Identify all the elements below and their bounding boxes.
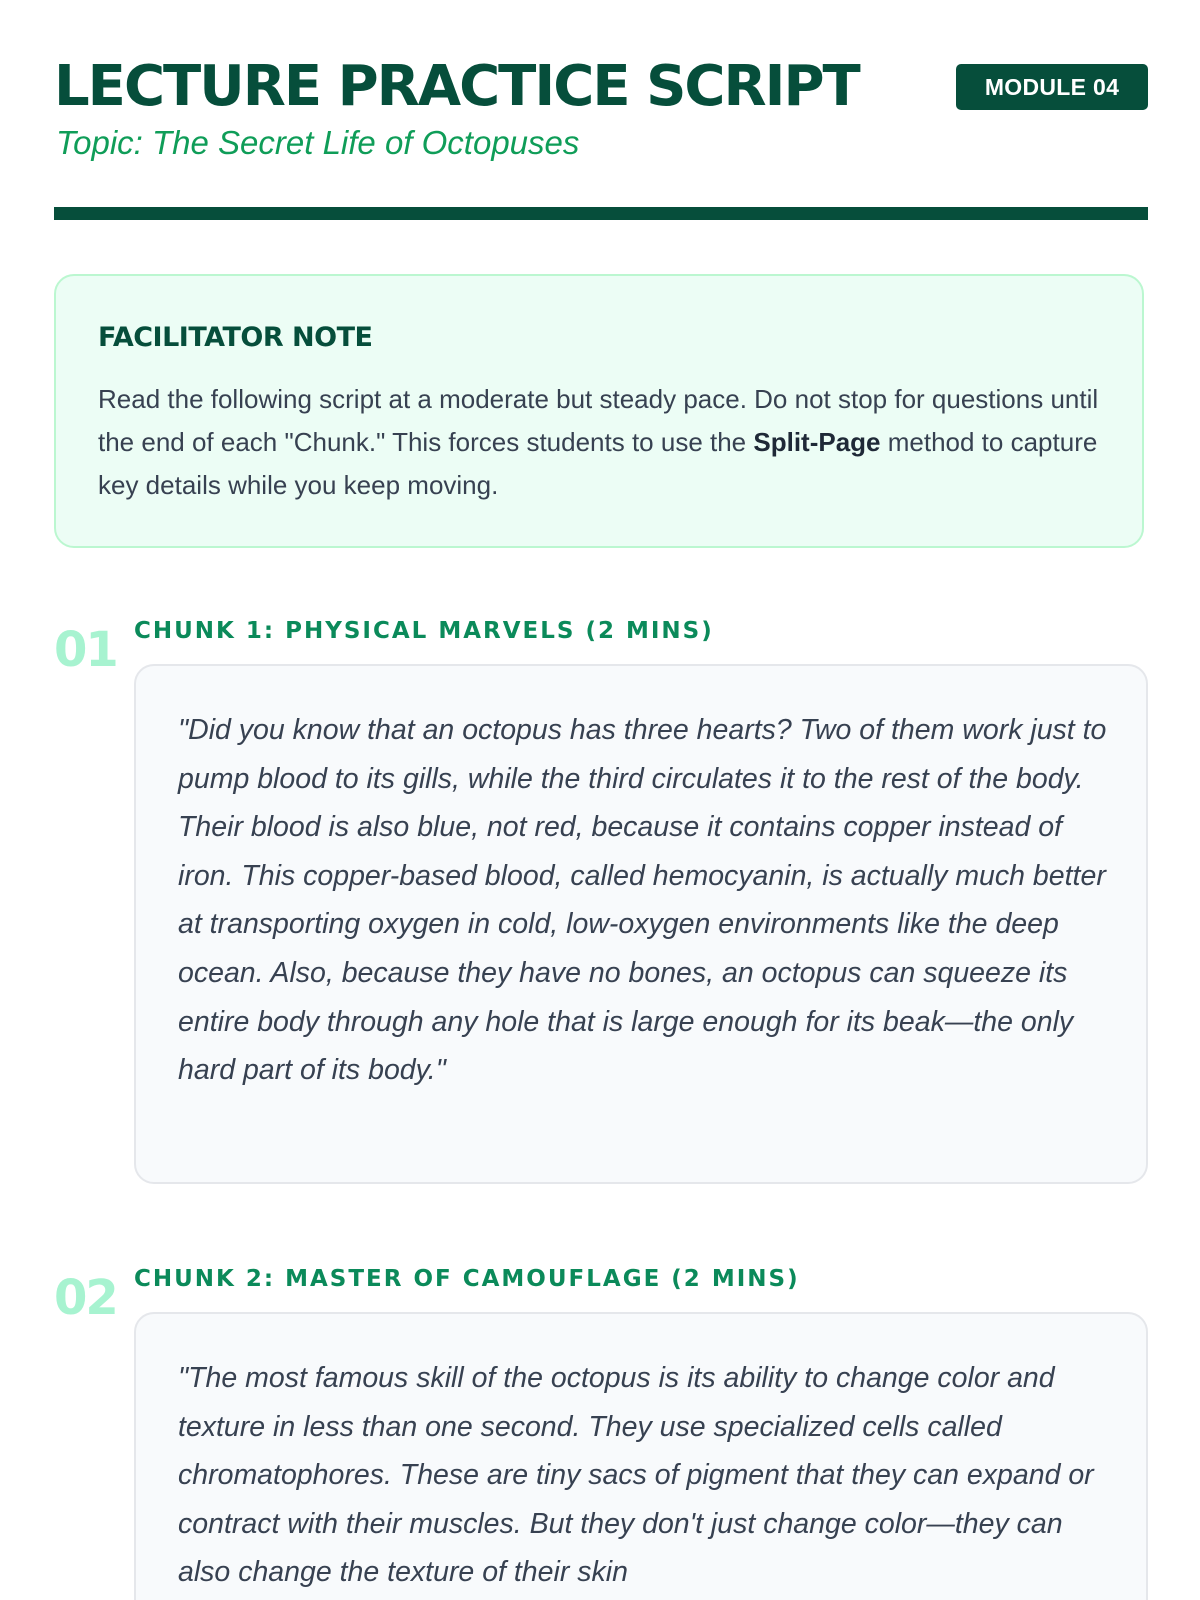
note-text-bold: Split-Page bbox=[753, 427, 881, 457]
chunk-script-text: "The most famous skill of the octopus is its ability to change color and texture in less than one second. They use specialized cells called chromatophores. These are tiny sacs of pigment that they can expand or contract with their muscles. But they don't just change color—they can also change the texture of their skin bbox=[178, 1362, 1094, 1589]
chunk-number: 01 bbox=[54, 622, 117, 678]
note-text-before: Read the following script at a moderate but steady pace. Do not stop for questions until the end of each "Chunk." This forces students to use the bbox=[98, 384, 1099, 457]
facilitator-note-text bbox=[98, 378, 1102, 507]
chunk-script-text: "Did you know that an octopus has three hearts? Two of them work just to pump blood to its gills, while the third circulates it to the rest of the body. Their blood is also blue, not red, because it contains copper instead of iron. This copper-based blood, called hemocyanin, is actually much better at transporting oxygen in cold, low-oxygen environments like the deep ocean. Also, because they have no bones, an octopus can squeeze its entire body through any hole that is large enough for its beak—the only hard part of its body." bbox=[178, 714, 1107, 1087]
page-title: LECTURE PRACTICE SCRIPT bbox=[54, 54, 859, 119]
header-divider bbox=[54, 207, 1148, 220]
chunk-title: CHUNK 2: MASTER OF CAMOUFLAGE (2 MINS) bbox=[134, 1266, 800, 1292]
facilitator-note-title: FACILITATOR NOTE bbox=[98, 322, 373, 353]
header bbox=[54, 0, 1148, 220]
note-text-after: method to capture key details while you keep moving. bbox=[98, 427, 1098, 500]
chunk-script-box bbox=[134, 664, 1148, 1184]
chunk-title: CHUNK 1: PHYSICAL MARVELS (2 MINS) bbox=[134, 618, 714, 644]
facilitator-note bbox=[54, 274, 1144, 548]
chunk-number: 02 bbox=[54, 1270, 117, 1326]
chunk-script-box bbox=[134, 1312, 1148, 1600]
module-badge: MODULE 04 bbox=[956, 64, 1148, 110]
page-subtitle: Topic: The Secret Life of Octopuses bbox=[56, 124, 580, 161]
document-page bbox=[54, 0, 1148, 1600]
